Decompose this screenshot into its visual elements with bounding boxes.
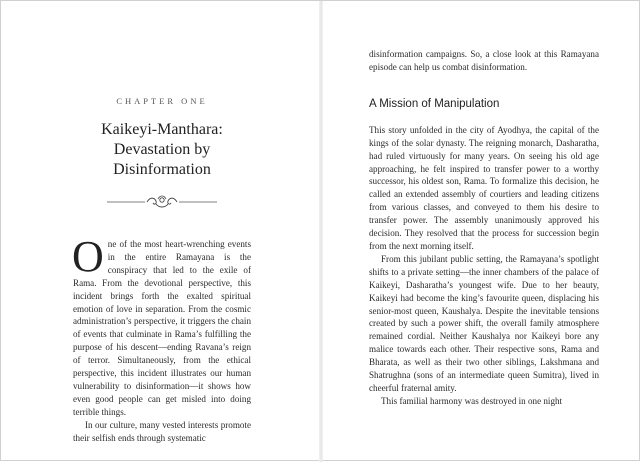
intro-paragraph bbox=[72, 232, 251, 419]
drop-cap: O bbox=[72, 232, 104, 281]
story-paragraph-3: This familial harmony was destroyed in one night bbox=[381, 395, 563, 406]
chapter-title-line2: Devastation by Disinformation bbox=[113, 141, 211, 178]
story-paragraph-1: This story unfolded in the city of Ayodhya, the capital of the kings of the solar dynasty. The reigning monarch, Dasharatha, had ruled virtuously for many years. On seeing his old age approaching, he felt inspired to transfer power to a worthy successor, his oldest son, Rama. To formalize this decision, he called an extended assembly of courtiers and leading citizens from various classes, and conveyed to them his desire to transfer power. The assembly unanimously approved his decision. They resolved that the process for succession begin from the next morning itself. bbox=[369, 124, 599, 251]
intro-paragraph-text: ne of the most heart-wrenching events in the entire Ramayana is the conspiracy that led to the exile of Rama. From the devotional perspective, this incident brings forth the exalted spiritual emotion of love in separation. From the cosmic administration’s perspective, it triggers the chain of events that culminate in Rama’s fulfilling the purpose of his descent—ending Ravana’s reign of terror. Simultaneously, from the ethical perspective, this incident illustrates our human vulnerability to disinformation—it shows how even good people can get misled into doing terrible things. bbox=[73, 239, 251, 417]
continued-paragraph: disinformation campaigns. So, a close look at this Ramayana episode can help us combat disinformation. bbox=[369, 49, 599, 72]
right-page bbox=[321, 1, 640, 462]
section-heading: A Mission of Manipulation bbox=[369, 97, 500, 110]
second-paragraph: In our culture, many vested interests promote their selfish ends through systematic bbox=[73, 419, 251, 443]
left-page bbox=[1, 1, 321, 462]
story-paragraph-2: From this jubilant public setting, the Ramayana’s spotlight shifts to a private setting—the inner chambers of the palace of Kaikeyi, Dasharatha’s youngest wife. Due to her beauty, Kaikeyi had become the king’s favourite queen, displacing his senior-most queen, Kaushalya. Despite the inevitable tensions created by such a power shift, the overall family atmosphere remained cordial. Neither Kaushalya nor Kaikeyi bore any malice towards each other. Their respective sons, Rama and Bharata, as well as their two other siblings, Lakshmana and Shatrughna (sons of an intermediate queen Sumitra), lived in cheerful fraternal amity. bbox=[369, 253, 599, 393]
chapter-label: CHAPTER ONE bbox=[116, 96, 208, 106]
flourish-ornament-icon bbox=[107, 194, 217, 210]
chapter-title-line1: Kaikeyi-Manthara: bbox=[101, 121, 223, 138]
chapter-title bbox=[73, 120, 251, 180]
